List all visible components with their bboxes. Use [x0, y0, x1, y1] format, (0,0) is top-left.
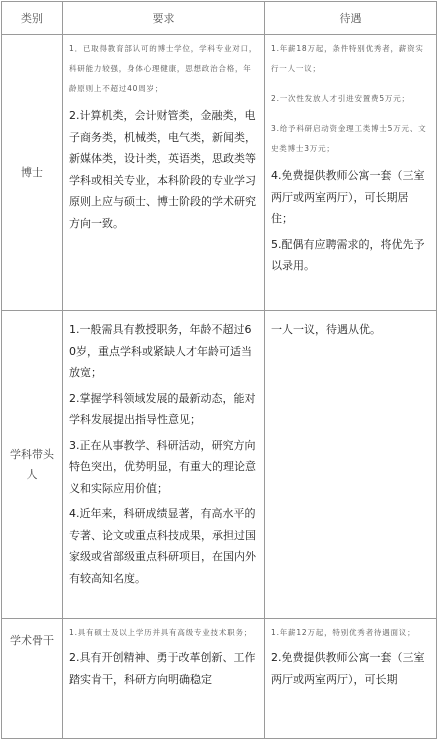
- requirement-item: 2.具有开创精神、勇于改革创新、工作踏实肯干，科研方向明确稳定: [69, 651, 256, 686]
- recruitment-table: [1, 1, 437, 739]
- table-row-doctor: [2, 35, 437, 311]
- header-category: 类别: [2, 2, 63, 35]
- benefit-item: 一人一议，待遇从优。: [271, 323, 381, 336]
- requirement-item: 1．已取得教育部认可的博士学位，学科专业对口，科研能力较强，身体心理健康，思想政治合格，年龄原则上不超过40周岁；: [69, 44, 258, 93]
- requirements-cell: [63, 311, 265, 619]
- requirements-cell: [63, 619, 265, 739]
- benefits-cell: [265, 311, 437, 619]
- header-requirements: 要求: [63, 2, 265, 35]
- category-cell: 学术骨干: [2, 619, 63, 739]
- benefit-item: 1.年薪12万起，特别优秀者待遇面议；: [271, 628, 416, 637]
- benefit-item: 1.年薪18万起，条件特别优秀者，薪资实行一人一议；: [271, 44, 424, 73]
- benefit-item: 2.一次性发放人才引进安置费5万元；: [271, 94, 410, 103]
- header-benefits: 待遇: [265, 2, 437, 35]
- requirement-item: 2.计算机类，会计财管类，金融类，电子商务类，机械类，电气类，新闻类，新媒体类，设计类，英语类，思政类等学科或相关专业，本科阶段的专业学习原则上应与硕士、博士阶段的学术研究方向一致。: [69, 109, 256, 230]
- benefit-item: 3.给予科研启动资金理工类博士5万元、文史类博士3万元；: [271, 124, 427, 153]
- table-header-row: [2, 2, 437, 35]
- category-cell: 博士: [2, 35, 63, 311]
- benefits-cell: [265, 35, 437, 311]
- requirement-item: 2.掌握学科领域发展的最新动态，能对学科发展提出指导性意见；: [69, 391, 256, 426]
- table-row-academic-backbone: [2, 619, 437, 739]
- requirement-item: 4.近年来，科研成绩显著，有高水平的专著、论文或重点科技成果，承担过国家级或省部级重点科研项目，在国内外有较高知名度。: [69, 507, 256, 585]
- requirement-item: 3.正在从事教学、科研活动，研究方向特色突出，优势明显，有重大的理论意义和实际应用价值；: [69, 438, 256, 495]
- requirements-cell: [63, 35, 265, 311]
- requirement-item: 1.一般需具有教授职务，年龄不超过60岁，重点学科或紧缺人才年龄可适当放宽；: [69, 323, 252, 379]
- benefit-item: 2.免费提供教师公寓一套（三室两厅或两室两厅），可长期: [271, 651, 425, 686]
- table-row-discipline-leader: [2, 311, 437, 619]
- benefits-cell: [265, 619, 437, 739]
- requirement-item: 1.具有硕士及以上学历并具有高级专业技术职务；: [69, 628, 253, 637]
- category-cell: 学科带头人: [2, 311, 63, 619]
- benefit-item: 4.免费提供教师公寓一套（三室两厅或两室两厅），可长期居住；: [271, 169, 425, 225]
- benefit-item: 5.配偶有应聘需求的，将优先予以录用。: [271, 237, 425, 272]
